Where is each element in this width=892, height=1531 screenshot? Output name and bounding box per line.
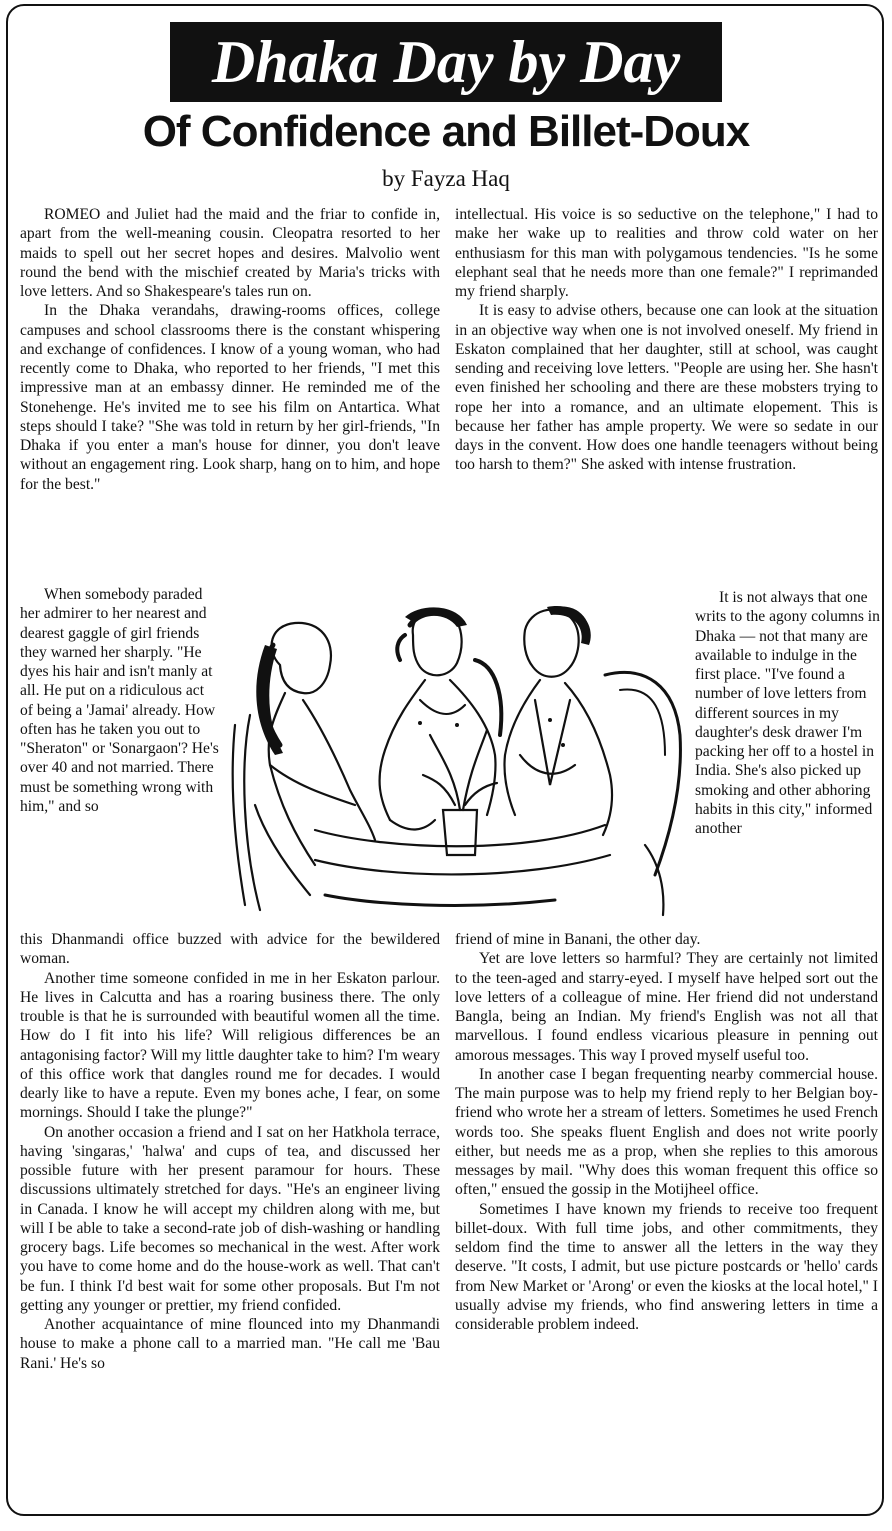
vase [443,810,477,855]
paragraph-3-end: this Dhanmandi office buzzed with advice for the bewildered woman. [20,931,440,968]
column-left-top [20,205,440,494]
paragraph-5: On another occasion a friend and I sat on her Hatkhola terrace, having 'singaras,' 'halwa' and cups of tea, and discussed her possible future with her present paramour for hours. These discussions ultimately stretched for days. "He's an engineer living in Canada. I know he will accept my children along with me, but will I be able to take a second-rate job of dish-washing or handling grocery bags. Life becomes so mechanical in the west. After work you have to come home and do the house-work as well. That can't be fun. I think I'd best wait for some other proposals. But I'm not getting any younger or prettier, my friend confided. [20,1123,440,1314]
paragraph-3: When somebody paraded her admirer to her nearest and dearest gaggle of girl friends they warned her sharply. "He dyes his hair and isn't manly at all. He put on a ridiculous act of being a 'Jamai' already. How often has he taken you out to "Sheraton" or 'Sonargaon'? He's over 40 and not married. There must be something wrong with him," and so [20,586,219,815]
paragraph-9: Yet are love letters so harmful? They are certainly not limited to the teen-aged and starry-eyed. I myself have helped sort out the love letters of a colleague of mine. Her friend did not understand Bangla, being an Indian. My friend's English was not all that marvellous. I found endless vicarious pleasure in penning out amorous messages. This way I proved myself useful too. [455,950,878,1064]
masthead-banner: Dhaka Day by Day [170,22,722,102]
byline: by Fayza Haq [382,166,510,191]
illustration-three-women-drawing [225,605,690,925]
left-woman-head [272,623,331,693]
article-headline: Of Confidence and Billet-Doux [142,107,750,156]
column-right-top [455,205,878,475]
column-narrow-left [20,585,220,816]
column-left-bottom [20,930,440,1373]
right-woman-head [524,610,578,677]
paragraph-7: It is easy to advise others, because one can look at the situation in an objective way when one is not involved oneself. My friend in Eskaton complained that her daughter, still at school, was caught sending and receiving love letters. "People are using her. She hasn't even finished her schooling and there are these mobsters trying to rope her into a romance, and an ultimate elopement. This is because her father has ample property. We were so sedate in our days in the convent. How does one handle teenagers without being too harsh to them?" She asked with intense frustration. [455,302,878,474]
sketch-svg [225,605,690,925]
paragraph-8-end: friend of mine in Banani, the other day. [455,931,701,948]
paragraph-1: ROMEO and Juliet had the maid and the friar to confide in, apart from the well-meaning cousin. Cleopatra resorted to her maids to spell out her secret hopes and desires. Malvolio went round the bend with the mischief created by Maria's tricks with love letters. And so Shakespeare's tales run on. [20,206,440,300]
paragraph-4: Another time someone confided in me in her Eskaton parlour. He lives in Calcutta and has a roaring business there. The only trouble is that he is surrounded with beautiful women all the time. How do I fit into his life? Will religious differences be an antagonising factor? Will my little daughter take to him? I'm weary of this office work that dangles round me for decades. I would dearly like to have a repute. Even my bones ache, I fear, on some mornings. Should I take the plunge?" [20,969,440,1122]
paragraph-2: In the Dhaka verandahs, drawing-rooms offices, college campuses and school classrooms there is the constant whispering and exchange of confidences. I know of a young woman, who had recently come to Dhaka, who reported to her friends, "I met this impressive man at an embassy dinner. He reminded me of the Stonehenge. He's invited me to see his film on Antartica. What steps should I take? "She was told in return by her girl-friends, "In Dhaka if you enter a man's house for dinner, you don't leave without an engagement ring. Look sharp, hang on to him, and hope for the best." [20,302,440,493]
paragraph-6-continued: intellectual. His voice is so seductive on the telephone," I had to make her wake up to realities and throw cold water on her enthusiasm for this man with polygamous tendencies. "Is he some elephant seal that he needs more than one female?" I reprimanded my friend sharply. [455,206,878,300]
paragraph-11: Sometimes I have known my friends to receive too frequent billet-doux. With full time jobs, and other commitments, they seldom find the time to answer all the letters in the way they deserve. "It costs, I admit, but use picture postcards or 'hello' cards from New Market or 'Arong' or even the kiosks at the local hotel," I usually advise my friends, who find answering letters in time a considerable problem indeed. [455,1200,878,1333]
column-right-bottom [455,930,878,1334]
paragraph-6: Another acquaintance of mine flounced into my Dhanmandi house to make a phone call to a married man. "He call me 'Bau Rani.' He's so [20,1316,440,1372]
paragraph-8: It is not always that one writs to the agony columns in Dhaka — not that many are available to indulge in the first place. "I've found a number of love letters from different sources in my daughter's desk drawer I'm packing her off to a hostel in India. She's also picked up smoking and other abhoring habits in this city," informed another [695,589,880,837]
column-narrow-right [695,588,880,838]
left-chair-line [233,725,245,905]
paragraph-10: In another case I began frequenting nearby commercial house. The main purpose was to help my friend reply to her Belgian boy-friend who wrote her a stream of letters. Sometimes he used French words too. She speaks fluent English and does not write poorly either, but needs me as a prop, when she replies to this amorous messages by mail. "Why does this woman frequent this office so often," ensued the gossip in the Motijheel office. [455,1065,878,1199]
table-edge [315,825,605,846]
